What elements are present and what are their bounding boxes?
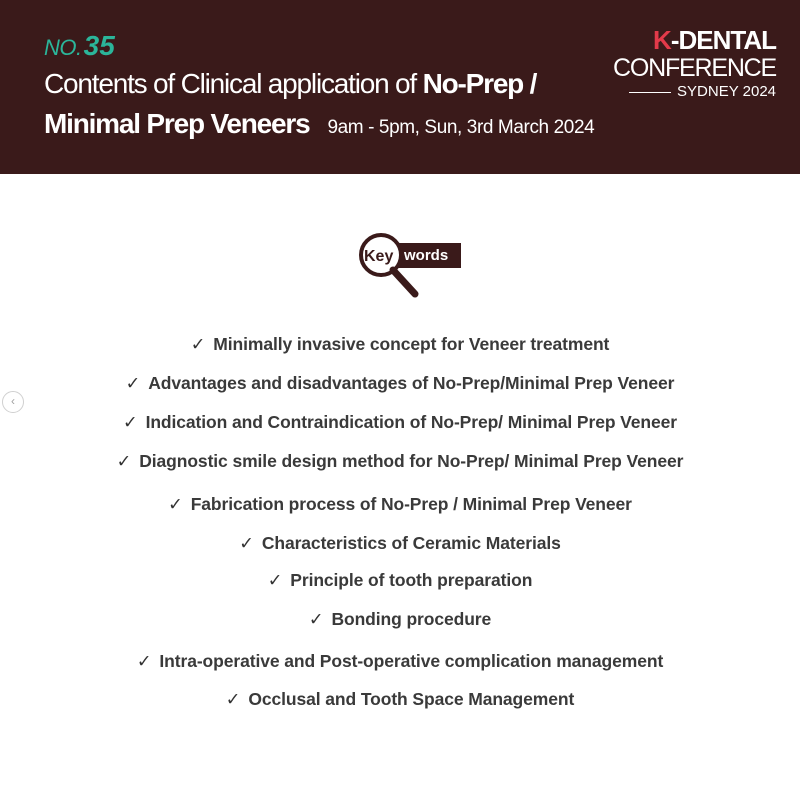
check-icon: ✓ [239,533,254,553]
keyword-item [0,533,800,554]
check-icon: ✓ [123,412,138,432]
check-icon: ✓ [267,570,283,590]
check-icon: ✓ [308,609,324,629]
keyword-text: Advantages and disadvantages of No-Prep/Minimal Prep Veneer [148,373,675,393]
keyword-text: Occlusal and Tooth Space Management [248,689,575,709]
check-icon: ✓ [116,451,132,471]
session-number-prefix: NO. [44,35,82,60]
keyword-text: Indication and Contraindication of No-Prep/ Minimal Prep Veneer [145,412,677,432]
keywords-key-text: Key [364,248,394,265]
keyword-text: Intra-operative and Post-operative complication management [159,651,664,671]
logo-location: SYDNEY 2024 [677,83,776,100]
keyword-item [0,494,800,515]
title-bold-text-2: Minimal Prep Veneers [44,108,310,139]
check-icon: ✓ [225,689,241,709]
keyword-item [0,373,800,394]
session-number-value: 35 [83,30,115,61]
keyword-item [0,651,800,672]
keyword-text: Bonding procedure [331,609,492,629]
previous-slide-button[interactable]: ‹ [2,391,24,413]
keyword-item [0,412,800,433]
keyword-item [0,609,800,630]
title-text: Contents of Clinical application of [44,68,423,99]
logo-conference: CONFERENCE [612,54,776,82]
keyword-text: Principle of tooth preparation [290,570,533,590]
keyword-text: Fabrication process of No-Prep / Minimal Prep Veneer [190,494,632,514]
check-icon: ✓ [136,651,152,671]
keyword-text: Minimally invasive concept for Veneer treatment [213,334,610,354]
logo-k: K [653,25,671,55]
keyword-item [0,689,800,710]
keyword-text: Characteristics of Ceramic Materials [261,533,561,553]
keyword-item [0,570,800,591]
event-datetime: 9am - 5pm, Sun, 3rd March 2024 [327,117,595,138]
keyword-text: Diagnostic smile design method for No-Prep/ Minimal Prep Veneer [139,451,684,471]
keywords-words-text: words [404,247,449,264]
check-icon: ✓ [190,334,206,354]
title-bold-text: No-Prep / [422,68,537,99]
check-icon: ✓ [125,373,141,393]
keyword-item [0,334,800,355]
logo-dental: -DENTAL [670,25,776,55]
check-icon: ✓ [168,494,183,514]
keyword-item [0,451,800,472]
